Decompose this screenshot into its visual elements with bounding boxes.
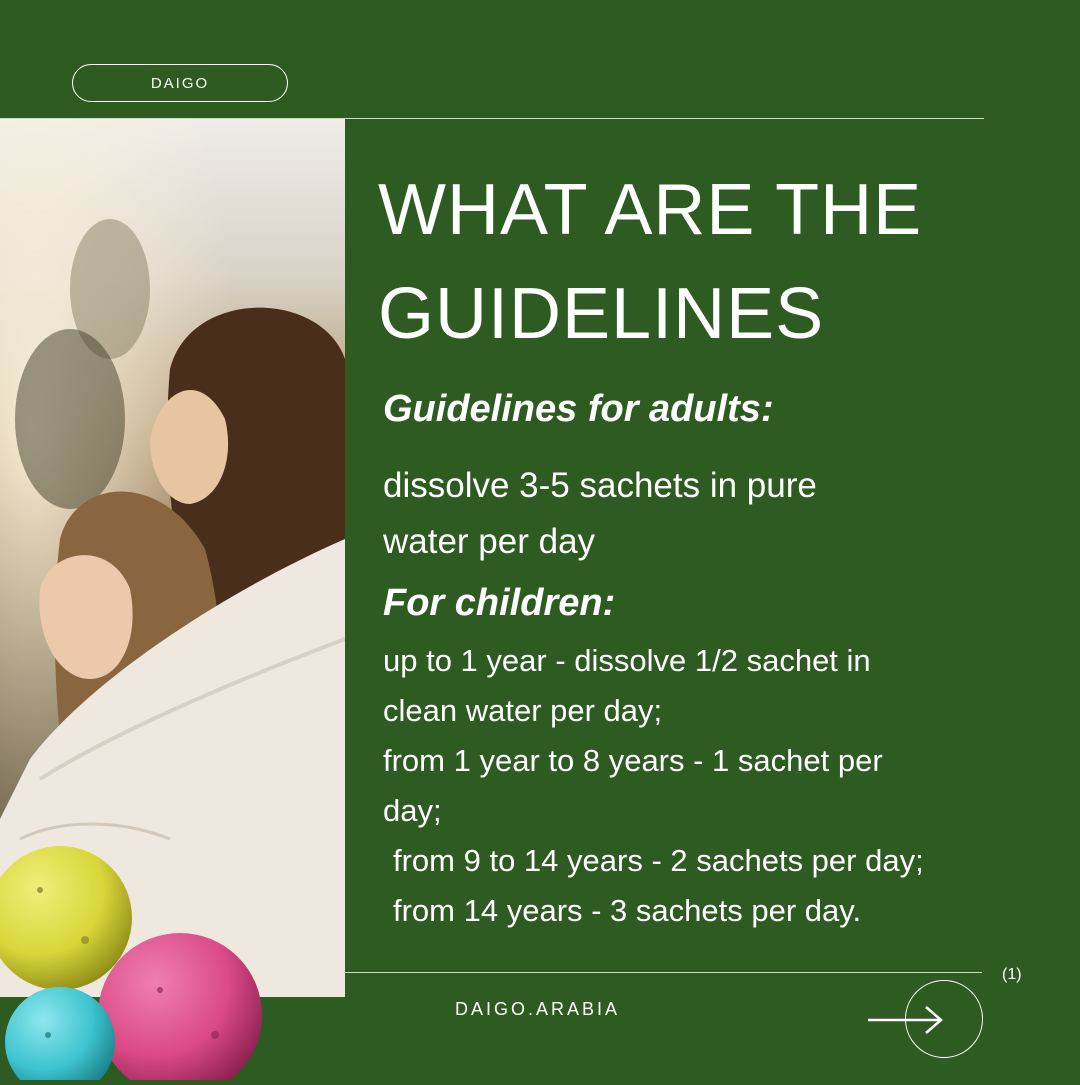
page-number: (1): [1002, 966, 1022, 983]
brand-label: DAIGO: [150, 74, 210, 92]
adults-line-1: dissolve 3-5 sachets in pure: [383, 466, 817, 505]
brand-pill: [72, 64, 288, 102]
children-heading: For children:: [383, 582, 616, 624]
children-line: up to 1 year - dissolve 1/2 sachet in: [383, 643, 871, 678]
children-guidelines-list: [383, 636, 1043, 936]
children-line: day;: [383, 793, 442, 828]
children-line: from 1 year to 8 years - 1 sachet per: [383, 743, 883, 778]
adults-line-2: water per day: [383, 522, 596, 561]
title-line-1: WHAT ARE THE: [378, 170, 923, 250]
children-line: from 14 years - 3 sachets per day.: [393, 893, 862, 928]
adults-heading: Guidelines for adults:: [383, 388, 774, 430]
page-title: [378, 158, 1018, 366]
arrow-right-icon: [866, 1002, 946, 1042]
product-balls-illustration: [0, 830, 270, 1080]
product-balls: [0, 830, 270, 1080]
children-line: from 9 to 14 years - 2 sachets per day;: [393, 843, 924, 878]
bottom-divider: [345, 972, 982, 973]
footer-handle: DAIGO.ARABIA: [455, 999, 621, 1019]
adults-guideline: [383, 458, 983, 570]
children-line: clean water per day;: [383, 693, 663, 728]
title-line-2: GUIDELINES: [378, 274, 825, 354]
